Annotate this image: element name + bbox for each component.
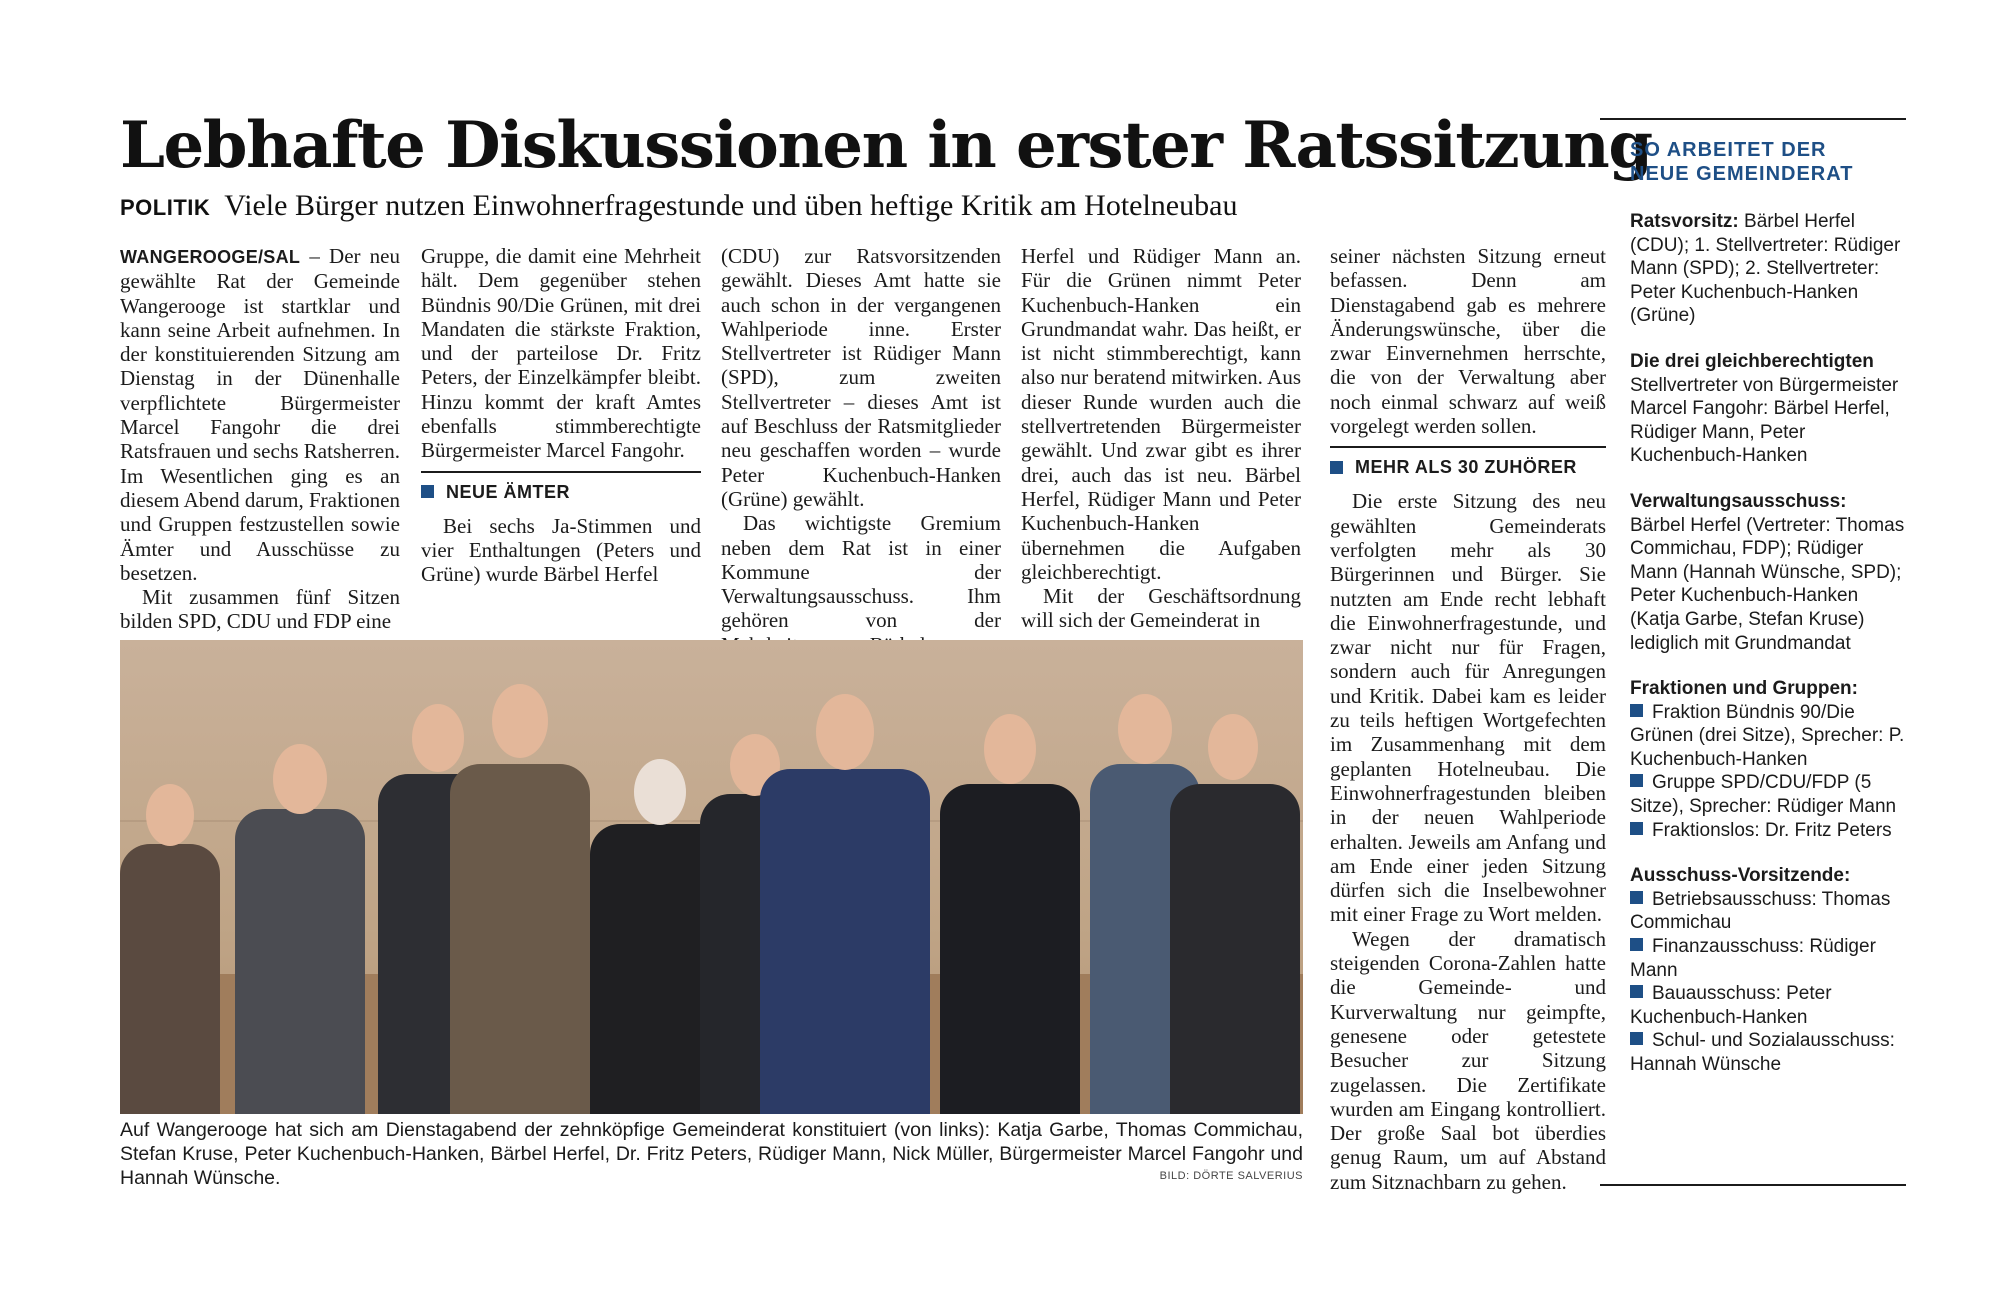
info-ratsvorsitz: Ratsvorsitz: Bärbel Herfel (CDU); 1. Stellvertreter: Rüdiger Mann (SPD); 2. Stellvertreter: Peter Kuchenbuch-Hanken (Grüne) bbox=[1630, 211, 1901, 327]
paragraph: Die erste Sitzung des neu gewählten Gemeinderats verfolgten mehr als 30 Bürgerinnen und Bürger. Sie nutzten am Ende recht lebhaft die Einwohnerfragestunde, und zwar nicht nur für Fragen, sondern auch für Anregungen und Kritik. Dabei kam es leider zu teils heftigen Wortgefechten im Zusammenhang mit dem geplanten Hotelneubau. Die Einwohnerfragestunden bleiben in der neuen Wahlperiode erhalten. Jeweils am Anfang und am Ende einer jeden Sitzung dürfen sich die Inselbewohner mit einer Frage zu Wort melden. bbox=[1330, 489, 1606, 927]
section-heading-label: NEUE ÄMTER bbox=[446, 481, 571, 502]
subheadline: Viele Bürger nutzen Einwohnerfragestunde und üben heftige Kritik am Hotelneubau bbox=[224, 189, 1238, 222]
info-ausschuss-vorsitzende: Ausschuss-Vorsitzende: Betriebsausschuss: Thomas Commichau Finanzausschuss: Rüdiger Mann Bauausschuss: Peter Kuchenbuch-Hanken Schul- und Sozialausschuss: Hannah Wünsche bbox=[1630, 864, 1906, 1076]
list-item: Gruppe SPD/CDU/FDP (5 Sitze), Sprecher: Rüdiger Mann bbox=[1630, 772, 1897, 818]
kicker: POLITIK bbox=[120, 195, 211, 220]
info-box-title: SO ARBEITET DER NEUE GEMEINDERAT bbox=[1630, 139, 1854, 185]
paragraph: (CDU) zur Ratsvorsitzenden gewählt. Dieses Amt hatte sie auch schon in der vergangenen Wahlperiode inne. Erster Stellvertreter ist Rüdiger Mann (SPD), zum zweiten Stellvertreter – dieses Amt ist auf Beschluss der Ratsmitglieder neu geschaffen worden – wurde Peter Kuchenbuch-Hanken (Grüne) gewählt. bbox=[721, 244, 1001, 511]
paragraph: Mit zusammen fünf Sitzen bilden SPD, CDU und FDP eine bbox=[120, 585, 400, 634]
article-column-3 bbox=[721, 244, 1001, 657]
info-verwaltungsausschuss: Verwaltungsausschuss: Bärbel Herfel (Vertreter: Thomas Commichau, FDP); Rüdiger Mann (Hannah Wünsche, SPD); Peter Kuchenbuch-Hanken (Katja Garbe, Stefan Kruse) lediglich mit Grundmandat bbox=[1630, 490, 1905, 654]
person-figure bbox=[940, 714, 1080, 1114]
subheadline-row bbox=[120, 186, 1620, 231]
article-column-5 bbox=[1330, 244, 1606, 1194]
square-bullet-icon bbox=[1630, 704, 1643, 717]
photo-caption: Auf Wangerooge hat sich am Dienstagabend der zehnköpfige Gemeinderat konstituiert (von links): Katja Garbe, Thomas Commichau, Stefan Kruse, Peter Kuchenbuch-Hanken, Bärbel Herfel, Dr. Fritz Peters, Rüdiger Mann, Nick Müller, Bürgermeister Marcel Fangohr und Hannah Wünsche. bbox=[120, 1119, 1303, 1189]
paragraph-text: – Der neu gewählte Rat der Gemeinde Wangerooge ist startklar und kann seine Arbeit aufnehmen. In der konstituierenden Sitzung am Dienstag in der Dünenhalle verpflichtete Bürgermeister Marcel Fangohr die drei Ratsfrauen und sechs Ratsherren. Im Wesentlichen ging es an diesem Abend darum, Fraktionen und Gruppen festzustellen sowie Ämter und Ausschüsse zu besetzen. bbox=[120, 244, 400, 585]
article-column-1 bbox=[120, 244, 400, 634]
list-item: Schul- und Sozialausschuss: Hannah Wünsche bbox=[1630, 1030, 1895, 1075]
photo-credit: BILD: DÖRTE SALVERIUS bbox=[1159, 1170, 1303, 1182]
person-figure bbox=[1170, 714, 1300, 1114]
square-bullet-icon bbox=[1630, 1032, 1643, 1045]
section-heading-label: MEHR ALS 30 ZUHÖRER bbox=[1355, 457, 1577, 478]
dateline: WANGEROOGE/SAL bbox=[120, 247, 301, 267]
list-item: Fraktion Bündnis 90/Die Grünen (drei Sitze), Sprecher: P. Kuchenbuch-Hanken bbox=[1630, 701, 1905, 770]
list-item: Fraktionslos: Dr. Fritz Peters bbox=[1630, 819, 1906, 843]
square-bullet-icon bbox=[1630, 938, 1643, 951]
paragraph: Wegen der dramatisch steigenden Corona-Zahlen hatte die Gemeinde- und Kurverwaltung nur geimpfte, genesene oder getestete Besucher zur Sitzung zugelassen. Die Zertifikate wurden am Eingang kontrolliert. Der große Saal bot überdies genug Raum, um auf Abstand zum Sitznachbarn zu gehen. bbox=[1330, 926, 1606, 1194]
paragraph: Mit der Geschäftsordnung will sich der Gemeinderat in bbox=[1021, 584, 1301, 633]
square-bullet-icon bbox=[421, 485, 434, 498]
person-figure bbox=[760, 694, 930, 1114]
list-item: Betriebsausschuss: Thomas Commichau bbox=[1630, 888, 1891, 934]
article-column-4 bbox=[1021, 244, 1301, 633]
square-bullet-icon bbox=[1630, 822, 1643, 835]
person-figure bbox=[235, 744, 365, 1114]
person-figure bbox=[120, 784, 220, 1114]
person-figure bbox=[450, 684, 590, 1114]
square-bullet-icon bbox=[1630, 985, 1643, 998]
list-item: Finanzausschuss: Rüdiger Mann bbox=[1630, 936, 1876, 981]
paragraph: Gruppe, die damit eine Mehrheit hält. Dem gegenüber stehen Bündnis 90/Die Grünen, mit drei Mandaten die stärkste Fraktion, und der parteilose Dr. Fritz Peters, der Einzelkämpfer bleibt. Hinzu kommt der kraft Amtes ebenfalls stimmberechtigte Bürgermeister Marcel Fangohr. bbox=[421, 244, 701, 463]
group-photo bbox=[120, 640, 1303, 1114]
section-heading-neue-aemter bbox=[421, 471, 701, 504]
info-fraktionen: Fraktionen und Gruppen: Fraktion Bündnis 90/Die Grünen (drei Sitze), Sprecher: P. Kuchenbuch-Hanken Gruppe SPD/CDU/FDP (5 Sitze), Sprecher: Rüdiger Mann Fraktionslos: Dr. Fritz Peters bbox=[1630, 678, 1905, 841]
square-bullet-icon bbox=[1330, 461, 1343, 474]
article-column-2 bbox=[421, 244, 701, 587]
info-stellvertreter: Die drei gleichberechtigten Stellvertreter von Bürgermeister Marcel Fangohr: Bärbel Herfel, Rüdiger Mann, Peter Kuchenbuch-Hanken bbox=[1630, 350, 1899, 467]
paragraph: seiner nächsten Sitzung erneut befassen. Denn am Dienstagabend gab es mehrere Änderungswünsche, über die zwar Einvernehmen herrschte, die von der Verwaltung aber noch einmal schwarz auf weiß vorgelegt werden sollen. bbox=[1330, 244, 1606, 439]
list-item: Bauausschuss: Peter Kuchenbuch-Hanken bbox=[1630, 983, 1832, 1028]
paragraph: Bei sechs Ja-Stimmen und vier Enthaltungen (Peters und Grüne) wurde Bärbel Herfel bbox=[421, 513, 701, 587]
info-box-bottom-rule bbox=[1600, 1184, 1906, 1186]
square-bullet-icon bbox=[1630, 891, 1643, 904]
headline: Lebhafte Diskussionen in erster Ratssitzung bbox=[120, 108, 1652, 183]
square-bullet-icon bbox=[1630, 774, 1643, 787]
paragraph bbox=[120, 244, 400, 585]
info-box bbox=[1600, 118, 1906, 1099]
paragraph: Herfel und Rüdiger Mann an. Für die Grünen nimmt Peter Kuchenbuch-Hanken ein Grundmandat wahr. Das heißt, er ist nicht stimmberechtigt, kann also nur beratend mitwirken. Aus dieser Runde wurden auch die stellvertretenden Bürgermeister gewählt. Und zwar gibt es ihrer drei, auch das ist neu. Bärbel Herfel, Rüdiger Mann und Peter Kuchenbuch-Hanken übernehmen die Aufgaben gleichberechtigt. bbox=[1021, 244, 1301, 584]
paragraph: Das wichtigste Gremium neben dem Rat ist in einer Kommune der Verwaltungsausschuss. Ihm gehören von der bbox=[721, 511, 1001, 633]
section-heading-zuhoerer bbox=[1330, 446, 1606, 479]
